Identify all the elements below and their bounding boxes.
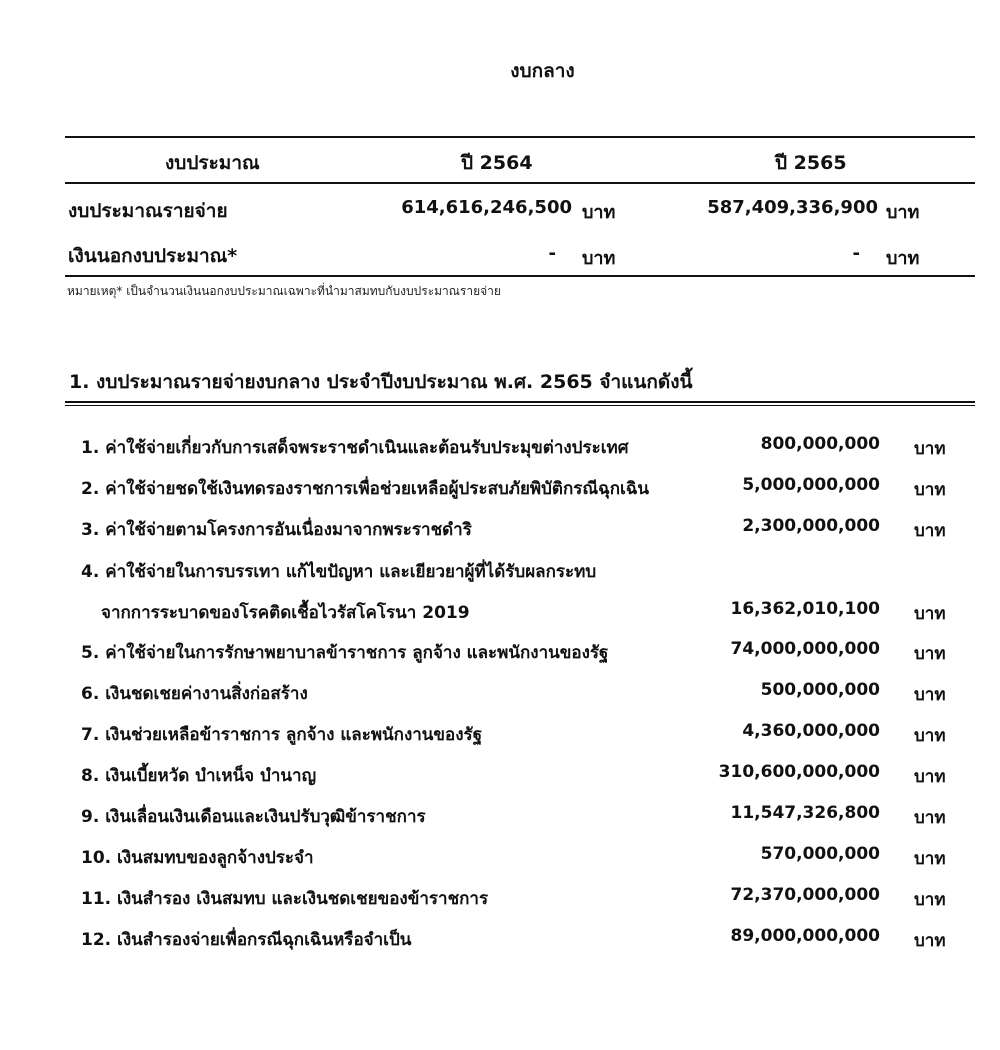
item-unit: บาท (914, 808, 946, 828)
header-budget: งบประมาณ (165, 152, 260, 174)
item-amount: 74,000,000,000 (730, 639, 880, 659)
section-rule-bottom (65, 405, 975, 406)
footnote: หมายเหตุ* เป็นจำนวนเงินนอกงบประมาณเฉพาะที่นำมาสมทบกับงบประมาณรายจ่าย (67, 284, 501, 298)
item-unit: บาท (914, 767, 946, 787)
table-top-rule (65, 136, 975, 138)
unit-2564: บาท (582, 202, 616, 223)
section-heading: 1. งบประมาณรายจ่ายงบกลาง ประจำปีงบประมาณ พ.ศ. 2565 จำแนกดังนี้ (69, 371, 693, 393)
header-year-2564: ปี 2564 (461, 152, 533, 174)
item-amount: 4,360,000,000 (742, 721, 880, 741)
item-amount: 16,362,010,100 (730, 599, 880, 619)
item-unit: บาท (914, 439, 946, 459)
section-rule-top (65, 401, 975, 403)
item-label: 10. เงินสมทบของลูกจ้างประจำ (81, 848, 314, 868)
item-label: 12. เงินสำรองจ่ายเพื่อกรณีฉุกเฉินหรือจำเป็น (81, 930, 412, 950)
item-amount: 72,370,000,000 (730, 885, 880, 905)
unit-2565: บาท (886, 202, 920, 223)
unit-2565: บาท (886, 248, 920, 269)
item-label: 8. เงินเบี้ยหวัด บำเหน็จ บำนาญ (81, 766, 317, 786)
item-amount: 5,000,000,000 (742, 475, 880, 495)
item-amount: 500,000,000 (760, 680, 880, 700)
item-unit: บาท (914, 604, 946, 624)
item-unit: บาท (914, 521, 946, 541)
item-unit: บาท (914, 726, 946, 746)
item-label: 1. ค่าใช้จ่ายเกี่ยวกับการเสด็จพระราชดำเนินและต้อนรับประมุขต่างประเทศ (81, 438, 629, 458)
amount-2565: 587,409,336,900 (707, 197, 878, 218)
table-bottom-rule (65, 275, 975, 277)
item-label-continued: จากการระบาดของโรคติดเชื้อไวรัสโคโรนา 2019 (101, 603, 470, 623)
item-label: 9. เงินเลื่อนเงินเดือนและเงินปรับวุฒิข้าราชการ (81, 807, 426, 827)
item-unit: บาท (914, 644, 946, 664)
header-year-2565: ปี 2565 (775, 152, 847, 174)
item-label: 2. ค่าใช้จ่ายชดใช้เงินทดรองราชการเพื่อช่วยเหลือผู้ประสบภัยพิบัติกรณีฉุกเฉิน (81, 479, 650, 499)
item-amount: 2,300,000,000 (742, 516, 880, 536)
item-unit: บาท (914, 685, 946, 705)
item-label: 5. ค่าใช้จ่ายในการรักษาพยาบาลข้าราชการ ลูกจ้าง และพนักงานของรัฐ (81, 643, 609, 663)
item-amount: 570,000,000 (760, 844, 880, 864)
amount-2564: 614,616,246,500 (401, 197, 572, 218)
item-label: 4. ค่าใช้จ่ายในการบรรเทา แก้ไขปัญหา และเยียวยาผู้ที่ได้รับผลกระทบ (81, 562, 597, 582)
item-amount: 89,000,000,000 (730, 926, 880, 946)
item-amount: 800,000,000 (760, 434, 880, 454)
row-label: เงินนอกงบประมาณ* (68, 245, 238, 267)
item-unit: บาท (914, 890, 946, 910)
row-label: งบประมาณรายจ่าย (68, 200, 228, 222)
item-label: 6. เงินชดเชยค่างานสิ่งก่อสร้าง (81, 684, 308, 704)
amount-2564: - (548, 243, 556, 264)
item-amount: 11,547,326,800 (730, 803, 880, 823)
item-label: 3. ค่าใช้จ่ายตามโครงการอันเนื่องมาจากพระราชดำริ (81, 520, 472, 540)
amount-2565: - (852, 243, 860, 264)
unit-2564: บาท (582, 248, 616, 269)
item-unit: บาท (914, 931, 946, 951)
item-label: 11. เงินสำรอง เงินสมทบ และเงินชดเชยของข้าราชการ (81, 889, 489, 909)
item-unit: บาท (914, 849, 946, 869)
page-title: งบกลาง (510, 60, 575, 82)
table-header-rule (65, 182, 975, 184)
item-unit: บาท (914, 480, 946, 500)
item-amount: 310,600,000,000 (718, 762, 880, 782)
item-label: 7. เงินช่วยเหลือข้าราชการ ลูกจ้าง และพนักงานของรัฐ (81, 725, 483, 745)
